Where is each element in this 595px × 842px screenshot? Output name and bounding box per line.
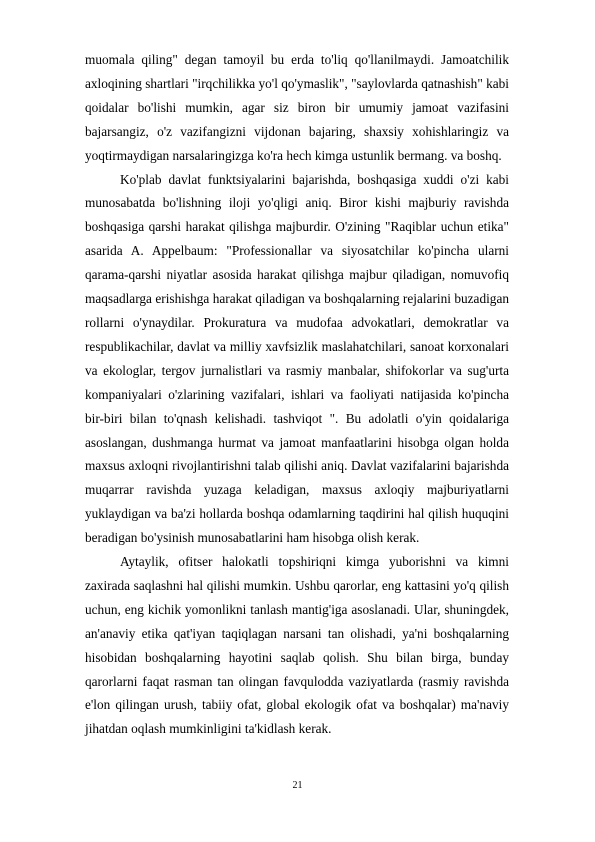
- page-number: 21: [292, 780, 303, 791]
- paragraph-1: muomala qiling" degan tamoyil bu erda to'liq qo'llanilmaydi. Jamoatchilik axloqining shartlari "irqchilikka yo'l qo'ymaslik", "saylovlarda qatnashish" kabi qoidalar bo'lishi mumkin, agar siz biron bir umumiy jamoat vazifasini bajarsangiz, o'z vazifangizni vijdonan bajaring, shaxsiy xohishlaringiz va yoqtirmaydigan narsalaringizga ko'ra hech kimga ustunlik bermang. va boshq.: [85, 52, 509, 163]
- body-text: [85, 48, 509, 741]
- paragraph-3: Aytaylik, ofitser halokatli topshiriqni kimga yuborishni va kimni zaxirada saqlashni hal qilishi mumkin. Ushbu qarorlar, eng kattasini yo'q qilish uchun, eng kichik yomonlikni tanlash mantig'iga asoslanadi. Ular, shuningdek, an'anaviy etika qat'iyan taqiqlagan narsani tan olishadi, ya'ni boshqalarning hisobidan boshqalarning hayotini saqlab qolish. Shu bilan birga, bunday qarorlarni faqat rasman tan olingan favqulodda vaziyatlarda (rasmiy ravishda e'lon qilingan urush, tabiiy ofat, global ekologik ofat va boshqalar) ma'naviy jihatdan oqlash mumkinligini ta'kidlash kerak.: [85, 554, 509, 737]
- paragraph-2: Ko'plab davlat funktsiyalarini bajarishda, boshqasiga xuddi o'zi kabi munosabatda bo'lishning iloji yo'qligi aniq. Biror kishi majburiy ravishda boshqasiga qarshi harakat qilishga majburdir. O'zining "Raqiblar uchun etika" asarida A. Appelbaum: "Professionallar va siyosatchilar ko'pincha ularni qarama-qarshi niyatlar asosida harakat qilishga majbur qiladigan, nomuvofiq maqsadlarga erishishga harakat qiladigan va boshqalarning rejalarini buzadigan rollarni o'ynaydilar. Prokuratura va mudofaa advokatlari, demokratlar va respublikachilar, davlat va milliy xavfsizlik maslahatchilari, sanoat korxonalari va ekologlar, tergov jurnalistlari va rasmiy manbalar, shifokorlar va sug'urta kompaniyalari o'zlarining vazifalari, ishlari va faoliyati natijasida ko'pincha bir-biri bilan to'qnash kelishadi. tashviqot ". Bu adolatli o'yin qoidalariga asoslangan, dushmanga hurmat va jamoat manfaatlarini hisobga olgan holda maxsus axloqni rivojlantirishni talab qilishi aniq. Davlat vazifalarini bajarishda muqarrar ravishda yuzaga keladigan, maxsus axloqiy majburiyatlarni yuklaydigan va ba'zi hollarda boshqa odamlarning taqdirini hal qilish huquqini beradigan bo'ysinish munosabatlarini ham hisobga olish kerak.: [85, 171, 509, 546]
